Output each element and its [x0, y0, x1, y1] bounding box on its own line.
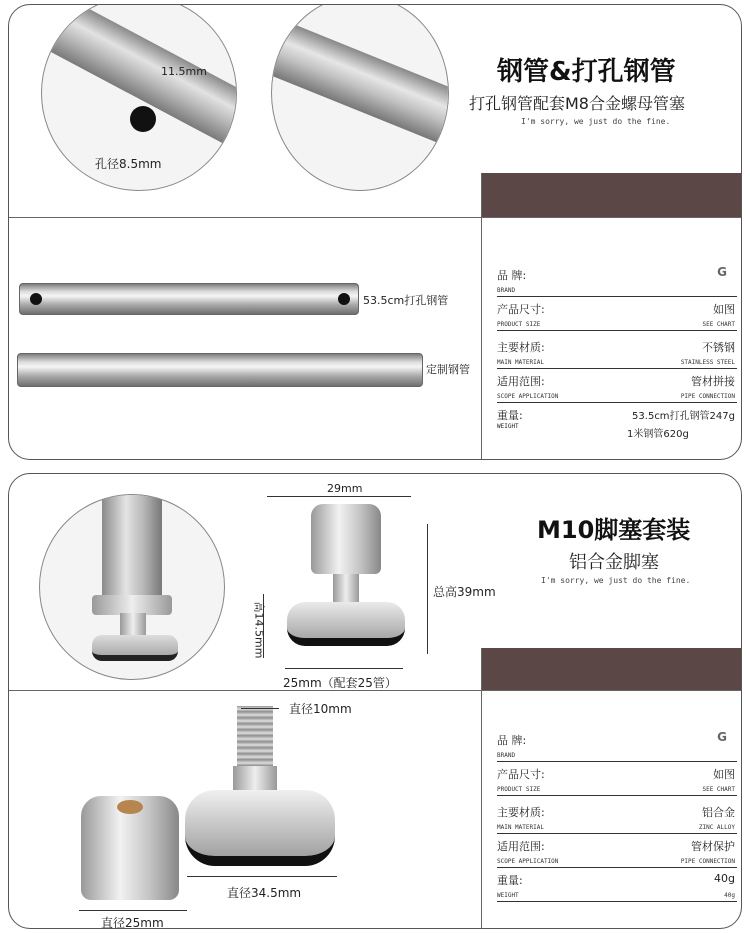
custom-pipe: [17, 353, 423, 387]
spec-value-en: PIPE CONNECTION: [680, 393, 735, 400]
brand-logo-icon: G: [717, 730, 727, 744]
spec-key-en: PRODUCT SIZE: [497, 786, 541, 793]
spec-key-en: WEIGHT: [497, 423, 519, 430]
spec-value: 40g: [714, 872, 735, 885]
spec-key: 品 牌:: [497, 269, 527, 282]
spec-row: [497, 872, 737, 902]
spec-value-en: ZINC ALLOY: [698, 824, 735, 831]
section2-tagline: I'm sorry, we just do the fine.: [541, 576, 691, 585]
pipe-hole: [338, 293, 350, 305]
pipe2-label: 定制钢管: [426, 363, 470, 376]
spec-key-en: PRODUCT SIZE: [497, 321, 541, 328]
spec-value-en: SEE CHART: [702, 321, 735, 328]
brand-logo-icon: G: [717, 265, 727, 279]
spec-table: [497, 728, 737, 908]
dim-base-height-label: 高14.5mm: [252, 601, 266, 659]
spec-row: [497, 838, 737, 868]
spec-value-2: 1米钢管620g: [627, 429, 689, 440]
dim-screw-label: 直径10mm: [289, 702, 352, 716]
section1-tagline: I'm sorry, we just do the fine.: [521, 117, 671, 126]
dim-line: [187, 876, 337, 877]
section1-subtitle: 打孔钢管配套M8合金螺母管塞: [469, 94, 685, 113]
spec-key: 品 牌:: [497, 734, 527, 747]
divider: [481, 173, 482, 460]
pipe-hole: [30, 293, 42, 305]
spec-table: [497, 263, 737, 443]
spec-key: 适用范围:: [497, 375, 545, 388]
spec-row: [497, 407, 737, 443]
spec-key-en: SCOPE APPLICATION: [497, 393, 559, 400]
foot-plug-parts-photo: [69, 696, 349, 916]
dim-line: [267, 496, 411, 497]
foot-plug-photo: [281, 504, 411, 654]
spec-key-en: MAIN MATERIAL: [497, 359, 544, 366]
spec-value: 53.5cm打孔钢管247g: [632, 411, 735, 422]
spec-value: 如图: [713, 303, 735, 316]
spec-value-en: STAINLESS STEEL: [680, 359, 735, 366]
spec-key: 主要材质:: [497, 341, 545, 354]
spec-key: 产品尺寸:: [497, 768, 545, 781]
spec-key-en: SCOPE APPLICATION: [497, 858, 559, 865]
spec-value: 管材拼接: [691, 375, 735, 388]
dim-line: [79, 910, 187, 911]
section2-subtitle: 铝合金脚塞: [569, 552, 659, 573]
spec-value-en: PIPE CONNECTION: [680, 858, 735, 865]
divider: [9, 217, 741, 218]
spec-value-en: 40g: [724, 892, 735, 899]
dim-cap-dia-label: 直径25mm: [101, 916, 164, 929]
section1-title: 钢管&打孔钢管: [497, 57, 676, 87]
section2-header-bar: [481, 648, 741, 690]
section-pipes: [8, 4, 742, 460]
spec-key: 主要材质:: [497, 806, 545, 819]
dim-height-label: 总高39mm: [433, 585, 496, 599]
section-foot-plug: [8, 473, 742, 929]
spec-value: 管材保护: [691, 840, 735, 853]
spec-key: 重量:: [497, 874, 523, 887]
spec-value-en: SEE CHART: [702, 786, 735, 793]
pipe-hole: [130, 106, 156, 132]
pipe-side-photo: [271, 4, 449, 191]
spec-row: [497, 301, 737, 331]
spec-row: [497, 732, 737, 762]
spec-row: [497, 339, 737, 369]
dim-top-label: 29mm: [327, 482, 363, 495]
divider: [9, 690, 741, 691]
drilled-pipe: [19, 283, 359, 315]
spec-key-en: MAIN MATERIAL: [497, 824, 544, 831]
spec-value: 铝合金: [702, 806, 735, 819]
dim-bottom-label: 25mm（配套25管）: [283, 676, 397, 690]
pipe1-label: 53.5cm打孔钢管: [363, 294, 449, 307]
spec-key: 产品尺寸:: [497, 303, 545, 316]
dim-width-label: 11.5mm: [161, 65, 207, 78]
spec-value: 如图: [713, 768, 735, 781]
spec-row: [497, 804, 737, 834]
spec-key-en: BRAND: [497, 752, 516, 759]
spec-key: 适用范围:: [497, 840, 545, 853]
spec-row: [497, 267, 737, 297]
foot-plug-installed-photo: [39, 494, 225, 680]
spec-row: [497, 373, 737, 403]
spec-key: 重量:: [497, 409, 523, 422]
spec-value: 不锈钢: [702, 341, 735, 354]
divider: [481, 648, 482, 929]
dim-line: [285, 668, 403, 669]
spec-key-en: WEIGHT: [497, 892, 519, 899]
dim-hole-label: 孔径8.5mm: [95, 157, 162, 171]
dim-line: [427, 524, 428, 654]
spec-key-en: BRAND: [497, 287, 516, 294]
section2-title: M10脚塞套装: [537, 516, 691, 544]
spec-row: [497, 766, 737, 796]
section1-header-bar: [481, 173, 741, 217]
dim-line: [241, 708, 279, 709]
dim-base-dia-label: 直径34.5mm: [227, 886, 302, 900]
